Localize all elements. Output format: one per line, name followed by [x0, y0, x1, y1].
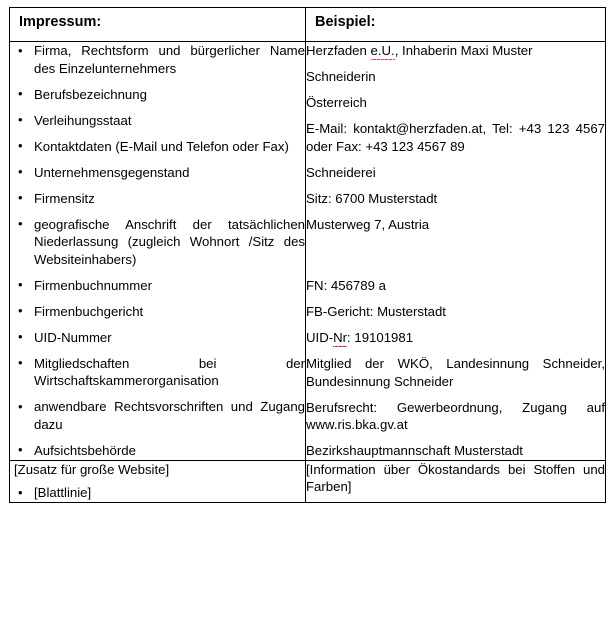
zusatz-label: [Zusatz für große Website] — [14, 461, 170, 477]
impressum-table — [9, 7, 606, 503]
example-item — [306, 355, 605, 390]
table-header-row — [10, 8, 606, 42]
zusatz-example-text: [Information über Ökostandards bei Stoffen und Farben] — [306, 461, 605, 494]
requirement-item: • Verleihungsstaat — [10, 112, 305, 130]
example-text: Mitglied der WKÖ, Landesinnung Schneider, Bundesinnung Schneider — [306, 356, 605, 389]
header-cell-beispiel — [306, 8, 606, 42]
column-header-impressum: Impressum: — [19, 14, 102, 30]
column-header-beispiel: Beispiel: — [315, 14, 376, 30]
example-item — [306, 164, 605, 182]
examples-list — [306, 42, 605, 460]
example-item — [306, 42, 605, 60]
requirement-item: • Firmenbuchgericht — [10, 303, 305, 321]
examples-cell — [306, 42, 606, 461]
table-body-row — [10, 42, 606, 461]
example-text: Herzfaden e.U. , Inhaberin Maxi Muster — [306, 42, 605, 60]
example-item — [306, 303, 605, 321]
example-text: Bezirkshauptmannschaft Musterstadt — [306, 443, 523, 458]
example-text: UID-Nr : 19101981 — [306, 329, 605, 347]
zusatz-cell — [10, 460, 306, 502]
example-item — [306, 94, 605, 112]
example-text: FN: 456789 a — [306, 278, 386, 293]
example-item — [306, 190, 605, 208]
zusatz-example-cell — [306, 460, 606, 502]
example-item — [306, 399, 605, 434]
requirement-item: • anwendbare Rechtsvorschriften und Zugang dazu — [10, 398, 305, 433]
example-item — [306, 277, 605, 295]
requirements-list — [10, 42, 305, 459]
example-text: Schneiderei — [306, 164, 376, 180]
requirement-item: • Firma, Rechtsform und bürgerlicher Name des Einzelunternehmers — [10, 42, 305, 77]
requirement-item: • geografische Anschrift der tatsächlichen Niederlassung (zugleich Wohnort /Sitz des Websiteinhabers) — [10, 216, 305, 269]
spellcheck-underlined-word: e.U. — [371, 42, 395, 60]
requirements-cell — [10, 42, 306, 461]
table-footer-row — [10, 460, 606, 502]
example-item — [306, 216, 605, 234]
zusatz-item: • [Blattlinie] — [10, 484, 305, 502]
example-item — [306, 68, 605, 86]
requirement-item: • Kontaktdaten (E-Mail und Telefon oder Fax) — [10, 138, 305, 156]
requirement-item: • Firmenbuchnummer — [10, 277, 305, 295]
example-item — [306, 442, 605, 460]
requirement-item: • Unternehmensgegenstand — [10, 164, 305, 182]
header-cell-impressum — [10, 8, 306, 42]
example-text: FB-Gericht: Musterstadt — [306, 304, 446, 319]
spellcheck-underlined-word: Nr — [333, 329, 347, 347]
requirement-item: • Aufsichtsbehörde — [10, 442, 305, 460]
example-item — [306, 329, 605, 347]
example-text: Berufsrecht: Gewerbeordnung, Zugang auf www.ris.bka.gv.at — [306, 399, 605, 432]
example-text: Musterweg 7, Austria — [306, 216, 430, 232]
example-text: Sitz: 6700 Musterstadt — [306, 190, 438, 206]
example-item — [306, 120, 605, 155]
example-text: Österreich — [306, 95, 367, 110]
requirement-item: • Mitgliedschaften bei der Wirtschaftskammerorganisation — [10, 355, 305, 390]
requirement-item: • UID-Nummer — [10, 329, 305, 347]
example-text: Schneiderin — [306, 69, 376, 84]
requirement-item: • Firmensitz — [10, 190, 305, 208]
example-text: E-Mail: kontakt@herzfaden.at, Tel: +43 123 4567 oder Fax: +43 123 4567 89 — [306, 121, 605, 154]
zusatz-list — [10, 484, 305, 502]
requirement-item: • Berufsbezeichnung — [10, 86, 305, 104]
